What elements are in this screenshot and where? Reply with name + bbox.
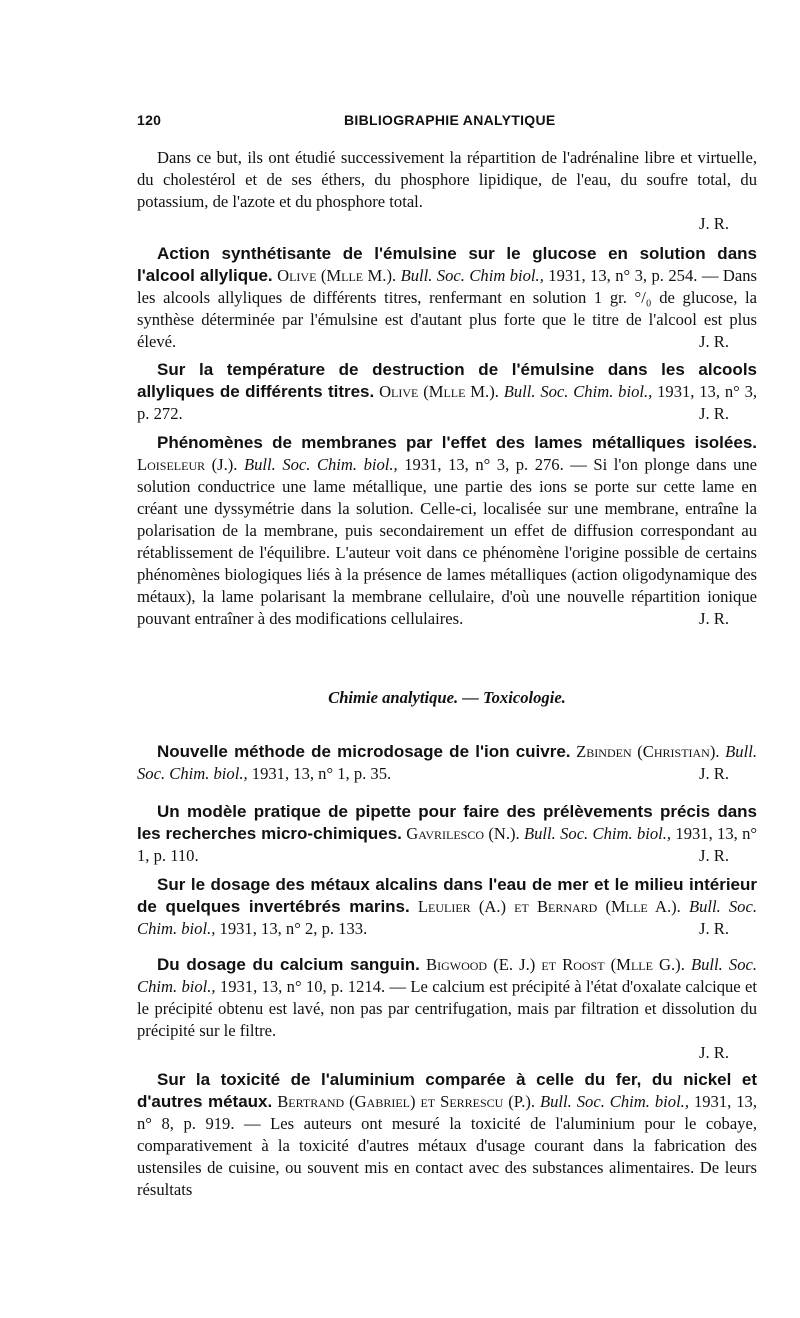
entry-signature: J. R.: [699, 764, 729, 783]
entry-abstract: — Dans les alcools allyliques de différents titres, renfermant en solution 1 gr. °/₀ de glucose, la synthèse déterminée par l'émulsine est d'autant plus forte que le titre de l'alcool est plus élevé.: [137, 266, 757, 351]
entry-reference: 1931, 13, n° 3, p. 254.: [548, 266, 698, 285]
entry-author: Leulier (A.) et Bernard (Mlle A.).: [417, 897, 681, 916]
bibliography-entry: [137, 741, 757, 785]
entry-signature: J. R.: [699, 332, 729, 351]
entry-reference: 1931, 13, n° 2, p. 133.: [219, 919, 368, 938]
entry-title: Phénomènes de membranes par l'effet des lames métalliques isolées.: [157, 433, 757, 452]
bibliography-entry: [137, 359, 757, 425]
entry-signature: J. R.: [699, 846, 729, 865]
entry-author: Zbinden (Christian).: [576, 742, 720, 761]
intro-paragraph: [137, 147, 757, 235]
entry-reference: 1931, 13, n° 10, p. 1214.: [219, 977, 386, 996]
entry-reference: 1931, 13, n° 3, p. 272.: [137, 382, 758, 423]
entry-author: Bertrand (Gabriel) et Serrescu (P.).: [277, 1092, 536, 1111]
entry-author: Gavrilesco (N.).: [406, 824, 520, 843]
entry-title: Du dosage du calcium sanguin.: [157, 955, 420, 974]
intro-signature: J. R.: [699, 214, 729, 233]
running-title: BIBLIOGRAPHIE ANALYTIQUE: [344, 112, 556, 128]
entry-title: Sur la toxicité de l'aluminium comparée à celle du fer, du nickel et d'autres métaux.: [137, 1070, 757, 1111]
bibliography-entry: [137, 874, 757, 940]
entry-signature: J. R.: [699, 1043, 729, 1062]
entry-journal: Bull. Soc. Chim. biol.,: [137, 955, 758, 996]
intro-text: Dans ce but, ils ont étudié successivement la répartition de l'adrénaline libre et virtuelle, du cholestérol et de ses éthers, du phosphore lipidique, de l'eau, du soufre total, du potassium, de l'azote et du phosphore total.: [137, 148, 757, 211]
entry-author: Olive (Mlle M.).: [379, 382, 499, 401]
entry-abstract: — Si l'on plonge dans une solution conductrice une lame métallique, une partie des ions se porte sur cette lame en créant une dyssymétrie dans la solution. Celle-ci, localisée sur une membrane, entraîne la polarisation de la membrane, puis secondairement un effet de diffusion correspondant au rétablissement de l'équilibre. L'auteur voit dans ce phénomène l'origine possible de certains phénomènes biologiques liés à la présence de lames métalliques (action oligodynamique des métaux), la lame polarisant la membrane cellulaire, d'où une nouvelle répartition ionique pouvant entraîner à des modifications cellulaires.: [137, 455, 758, 628]
section-heading: Chimie analytique. — Toxicologie.: [328, 688, 566, 707]
bibliography-entry: [137, 801, 757, 867]
entry-reference: 1931, 13, n° 1, p. 110.: [137, 824, 758, 865]
entry-author: Loiseleur (J.).: [137, 455, 238, 474]
entry-journal: Bull. Soc. Chim biol.,: [400, 266, 544, 285]
entry-journal: Bull. Soc. Chim. biol.,: [539, 1092, 689, 1111]
bibliography-entry: [137, 954, 757, 1064]
entry-signature: J. R.: [699, 919, 729, 938]
entry-title: Sur le dosage des métaux alcalins dans l'eau de mer et le milieu intérieur de quelques invertébrés marins.: [137, 875, 757, 916]
entry-title: Sur la température de destruction de l'émulsine dans les alcools allyliques de différents titres.: [137, 360, 757, 401]
entry-abstract: — Le calcium est précipité à l'état d'oxalate calcique et le précipité obtenu est lavé, non pas par centrifugation, mais par filtration et dissolution du précipité sur le filtre.: [137, 977, 757, 1040]
entry-title: Action synthétisante de l'émulsine sur le glucose en solution dans l'alcool allylique.: [137, 244, 757, 285]
entry-journal: Bull. Soc. Chim. biol.,: [523, 824, 672, 843]
entry-reference: 1931, 13, n° 3, p. 276.: [404, 455, 564, 474]
entry-reference: 1931, 13, n° 1, p. 35.: [251, 764, 392, 783]
bibliography-entry: [137, 432, 757, 630]
entry-abstract: — Les auteurs ont mesuré la toxicité de l'aluminium pour le cobaye, comparativement à la toxicité d'autres métaux d'usage courant dans la fabrication des ustensiles de cuisine, ou souvent mis en contact avec des substances alimentaires. De leurs résultats: [137, 1114, 757, 1199]
entry-journal: Bull. Soc. Chim. biol.,: [137, 742, 757, 783]
entry-journal: Bull. Soc. Chim. biol.,: [503, 382, 653, 401]
bibliography-entry: [137, 243, 757, 353]
bibliography-entry: [137, 1069, 757, 1201]
entry-journal: Bull. Soc. Chim. biol.,: [244, 455, 398, 474]
entry-title: Un modèle pratique de pipette pour faire des prélèvements précis dans les recherches micro-chimiques.: [137, 802, 757, 843]
entry-author: Olive (Mlle M.).: [277, 266, 397, 285]
entry-author: Bigwood (E. J.) et Roost (Mlle G.).: [426, 955, 685, 974]
entry-signature: J. R.: [699, 404, 729, 423]
page-number: 120: [137, 112, 162, 128]
entry-journal: Bull. Soc. Chim. biol.,: [137, 897, 757, 938]
entry-reference: 1931, 13, n° 8, p. 919.: [137, 1092, 757, 1133]
entry-signature: J. R.: [699, 609, 729, 628]
entry-title: Nouvelle méthode de microdosage de l'ion cuivre.: [157, 742, 571, 761]
